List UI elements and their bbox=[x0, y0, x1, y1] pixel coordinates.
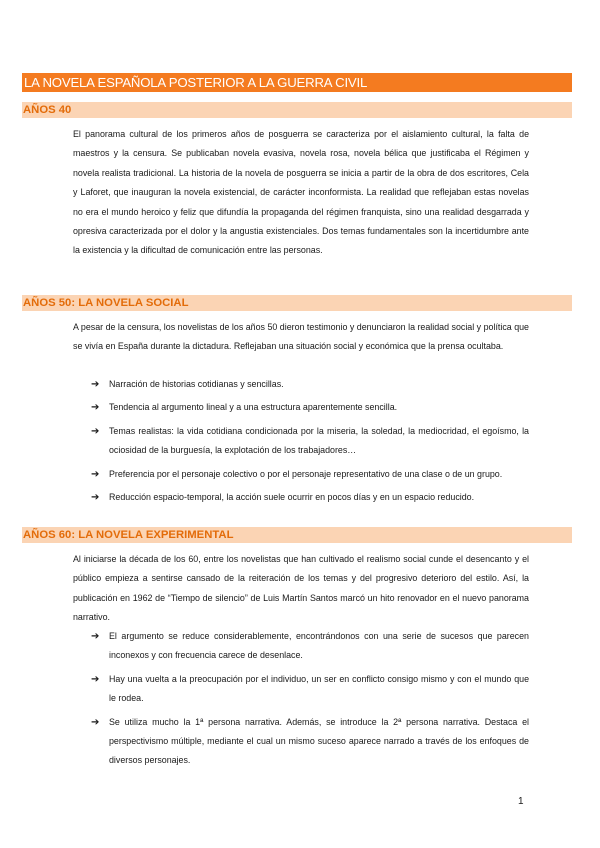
list-item-text: Preferencia por el personaje colectivo o por el personaje representativo de una clase o de un grupo. bbox=[109, 468, 503, 479]
list-item bbox=[91, 713, 529, 771]
list-item bbox=[91, 398, 529, 417]
list-item bbox=[91, 375, 529, 394]
page-number: 1 bbox=[518, 796, 524, 807]
list-item bbox=[91, 627, 529, 666]
bullet-list-60s bbox=[91, 627, 529, 775]
arrow-right-icon: ➔ bbox=[91, 492, 100, 504]
list-item bbox=[91, 465, 529, 484]
arrow-right-icon: ➔ bbox=[91, 468, 100, 480]
section-paragraph-50s: A pesar de la censura, los novelistas de los años 50 dieron testimonio y denunciaron la realidad social y política que se vivía en España durante la dictadura. Reflejaban una situación social y económica que la prensa ocultaba. bbox=[73, 322, 529, 352]
list-item-text: El argumento se reduce considerablemente, encontrándonos con una serie de sucesos que parecen inconexos y con frecuencia carece de desenlace. bbox=[109, 631, 529, 661]
arrow-right-icon: ➔ bbox=[91, 425, 100, 437]
list-item-text: Se utiliza mucho la 1ª persona narrativa. Además, se introduce la 2ª persona narrativa. Destaca el perspectivismo múltiple, mediante el cual un mismo suceso aparece narrado a través de los enfoques de diversos personajes. bbox=[109, 716, 529, 766]
section-heading-60s: AÑOS 60: LA NOVELA EXPERIMENTAL bbox=[22, 527, 572, 543]
list-item-text: Reducción espacio-temporal, la acción suele ocurrir en pocos días y en un espacio reducido. bbox=[109, 492, 475, 503]
list-item bbox=[91, 422, 529, 461]
arrow-right-icon: ➔ bbox=[91, 673, 100, 685]
list-item-text: Temas realistas: la vida cotidiana condicionada por la miseria, la soledad, la mediocridad, el egoísmo, la ociosidad de la burguesía, la explotación de los trabajadores… bbox=[109, 425, 529, 456]
section-heading-40s: AÑOS 40 bbox=[22, 102, 572, 118]
bullet-list-50s bbox=[91, 375, 529, 511]
list-item bbox=[91, 488, 529, 507]
arrow-right-icon: ➔ bbox=[91, 379, 100, 390]
list-item-text: Tendencia al argumento lineal y a una estructura aparentemente sencilla. bbox=[109, 402, 398, 413]
list-item-text: Narración de historias cotidianas y sencillas. bbox=[109, 379, 284, 389]
list-item-text: Hay una vuelta a la preocupación por el individuo, un ser en conflicto consigo mismo y con el mundo que le rodea. bbox=[109, 673, 529, 704]
arrow-right-icon: ➔ bbox=[91, 402, 100, 414]
arrow-right-icon: ➔ bbox=[91, 716, 100, 728]
section-paragraph-60s: Al iniciarse la década de los 60, entre los novelistas que han cultivado el realismo social cunde el desencanto y el público empieza a sentirse cansado de la reiteración de los temas y del progresivo deterioro del estilo. Así, la publicación en 1962 de “Tiempo de silencio” de Luis Martín Santos marcó un hito renovador en el nuevo panorama narrativo. bbox=[73, 554, 529, 623]
document-title: LA NOVELA ESPAÑOLA POSTERIOR A LA GUERRA CIVIL bbox=[22, 73, 572, 92]
arrow-right-icon: ➔ bbox=[91, 631, 100, 642]
section-heading-50s: AÑOS 50: LA NOVELA SOCIAL bbox=[22, 295, 572, 311]
list-item bbox=[91, 670, 529, 709]
section-paragraph-40s: El panorama cultural de los primeros años de posguerra se caracteriza por el aislamiento cultural, la falta de maestros y la censura. Se publicaban novela evasiva, novela rosa, novela bélica que justificaba el Régimen y novela realista tradicional. La historia de la novela de posguerra se inicia a partir de la obra de dos escritores, Cela y Laforet, que inauguran la novela existencial, de carácter inconformista. La realidad que reflejaban estas novelas no era el mundo heroico y feliz que difundía la propaganda del régimen franquista, sino una realidad desgarrada y opresiva caracterizada por el dolor y la angustia existenciales. Dos temas fundamentales son la incertidumbre ante la existencia y la dificultad de comunicación entre las personas. bbox=[73, 129, 529, 256]
